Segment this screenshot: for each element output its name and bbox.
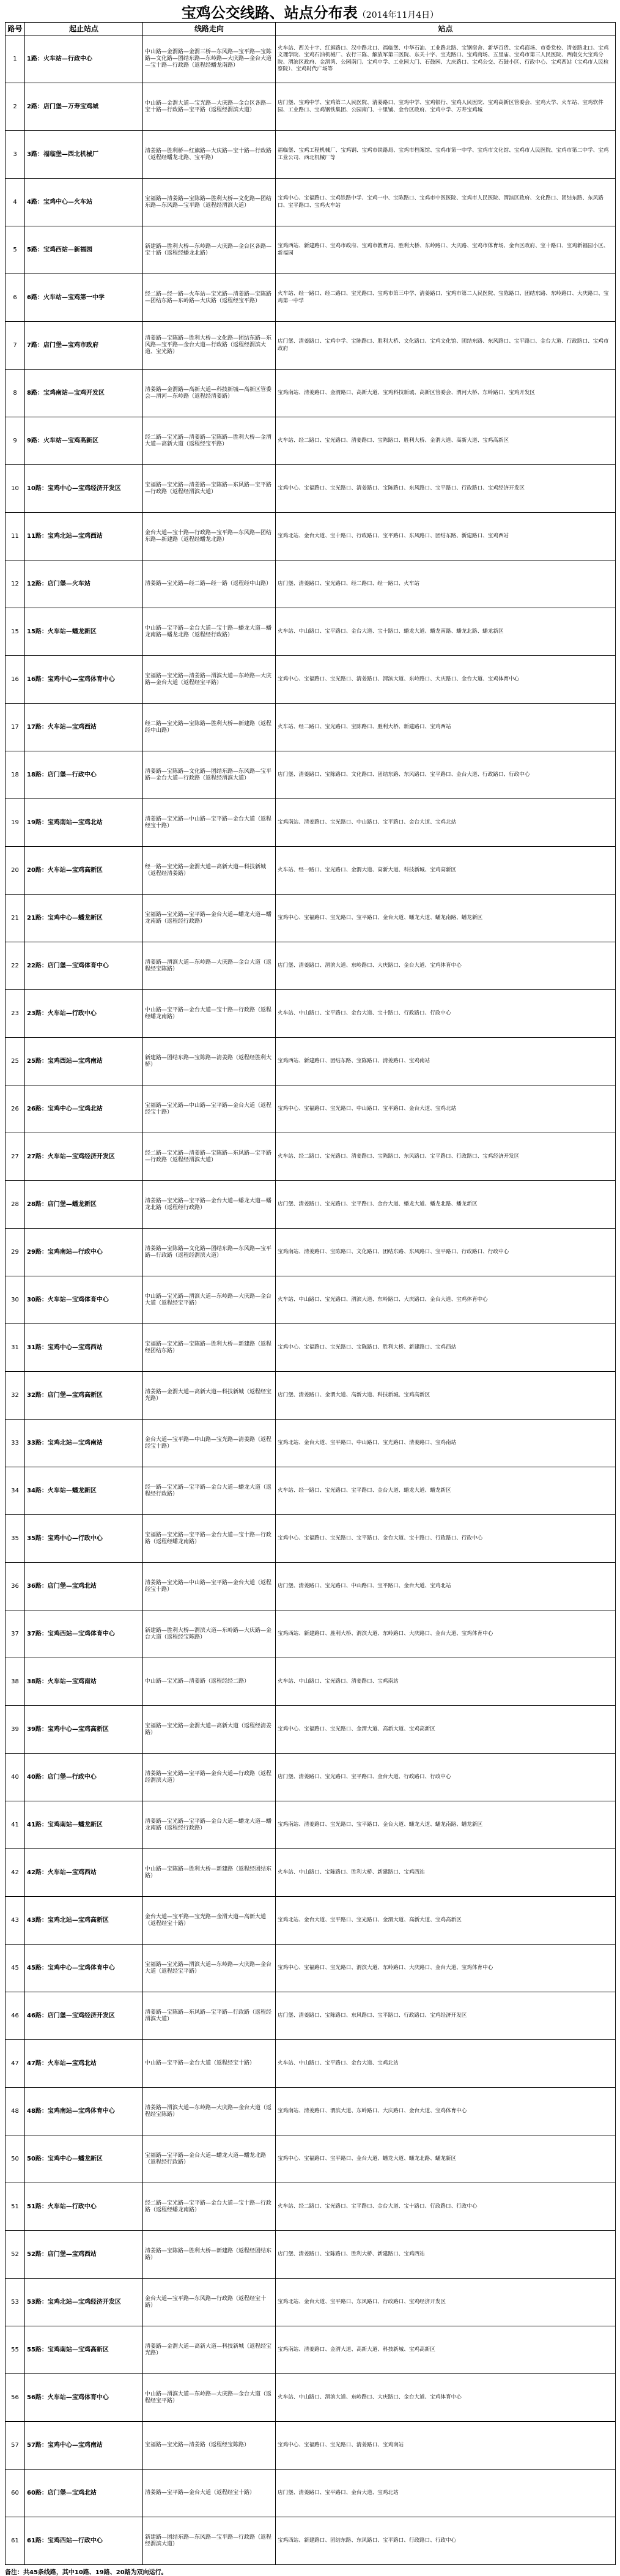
stops-cell: 火车站、西关十字、红旗路口、汉中路北口、福临堡、中华石油、工业路北路、宝钢宿舍、新华百货、宝鸡商场、市委党校、清姜路北口、宝鸡文理学院、宝鸡石油机械厂、农行三陈、解放军第三医院、东关十字、宝光路口、宝鸡商场、五里庙、宝鸡市第三人民医院、西南交大宝鸡分院、渭滨区政府、金渭湾、公园南门、宝鸡中学、工业园大门、石鼓园、大庆路口、宝鸡公交、石鼓小区、行政中心、宝鸡西站（宝鸡市人民检察院）、宝鸡时代广场等 [276,35,616,83]
stops-cell: 店门堡、清姜路口、宝陈路口、文化路口、团结东路、东风路口、宝平路口、金台大道、行政路口、行政中心 [276,751,616,799]
route-no-cell: 27 [6,1133,25,1181]
stations-cell: 46路：店门堡—宝鸡经济开发区 [25,1992,143,2040]
table-row [6,1945,616,1992]
route-no-cell: 34 [6,1467,25,1515]
route-cell: 宝福路—宝光路—中山路—宝平路—金台大道（返程经宝十路） [143,1085,276,1133]
route-cell: 经二路—宝光路—清姜路—宝陈路—东风路—宝平路—行政路（返程经渭滨大道） [143,1133,276,1181]
route-cell: 中山路—宝平路—金台大道—宝十路—蟠龙大道—蟠龙南路—蟠龙北路（返程经行政路） [143,608,276,656]
route-no-cell: 17 [6,704,25,751]
route-no-cell: 55 [6,2326,25,2374]
route-cell: 宝福路—宝平路—金台大道—蟠龙大道—蟠龙北路（返程经行政路） [143,2135,276,2183]
stops-cell: 宝鸡中心、宝福路口、宝光路口、清姜路口、宝陈路口、东风路口、宝平路口、行政路口、宝鸡经济开发区 [276,465,616,513]
stops-cell: 店门堡、清姜路口、宝光路口、宝平路口、金台大道、蟠龙大道、蟠龙北路、蟠龙新区 [276,1181,616,1229]
route-no-cell: 16 [6,656,25,704]
route-no-cell: 46 [6,1992,25,2040]
route-no-cell: 22 [6,942,25,990]
stations-cell: 17路：火车站—宝鸡西站 [25,704,143,751]
stops-cell: 宝鸡北站、金台大道、宝平路口、宝光路口、金渭大道、高新大道、宝鸡高新区 [276,1897,616,1945]
stations-cell: 51路：火车站—行政中心 [25,2183,143,2231]
route-no-cell: 57 [6,2422,25,2470]
route-cell: 经二路—经一路—火车站—宝光路—清姜路—宝陈路—团结东路—东岭路—大庆路（返程经宝平路） [143,274,276,322]
route-cell: 清姜路—宝光路—中山路—宝平路—金台大道（返程经宝十路） [143,799,276,847]
route-cell: 中山路—宝光路—渭滨大道—东岭路—大庆路—金台大道（返程经宝平路） [143,1276,276,1324]
table-row [6,226,616,274]
route-no-cell: 25 [6,1038,25,1085]
route-no-cell: 9 [6,417,25,465]
stations-cell: 8路：宝鸡南站—宝鸡开发区 [25,370,143,417]
stops-cell: 宝鸡北站、金台大道、宝平路口、中山路口、宝光路口、清姜路口、宝鸡南站 [276,1420,616,1467]
stations-cell: 50路：宝鸡中心—蟠龙新区 [25,2135,143,2183]
route-cell: 清姜路—渭滨大道—东岭路—大庆路—金台大道（返程经宝陈路） [143,2088,276,2135]
table-row [6,1038,616,1085]
stations-cell: 9路：火车站—宝鸡高新区 [25,417,143,465]
stops-cell: 店门堡、清姜路口、宝鸡中学、宝陈路口、胜利大桥、文化路口、宝鸡文化馆、团结东路、东风路口、宝平路口、金台大道、行政路口、宝鸡市政府 [276,322,616,370]
stations-cell: 55路：宝鸡南站—宝鸡高新区 [25,2326,143,2374]
route-no-cell: 37 [6,1610,25,1658]
stations-cell: 21路：宝鸡中心—蟠龙新区 [25,895,143,942]
stops-cell: 宝鸡中心、宝福路口、宝鸡铁路中学、宝鸡一中、宝陈路口、宝鸡市中医医院、宝鸡市人民医院、渭滨区政府、文化路口、团结东路、东风路口、宝平路口、宝鸡火车站 [276,179,616,226]
route-cell: 中山路—宝平路—金台大道（返程经宝十路） [143,2040,276,2088]
stops-cell: 店门堡、清姜路口、宝陈路口、胜利大桥、新建路口、宝鸡西站 [276,2231,616,2279]
stops-cell: 店门堡、清姜路口、宝光路口、经二路口、经一路口、火车站 [276,560,616,608]
table-row [6,2279,616,2326]
route-no-cell: 19 [6,799,25,847]
table-row [6,1897,616,1945]
table-row [6,1467,616,1515]
route-cell: 清姜路—金渭大道—高新大道—科技新城（返程经宝光路） [143,2326,276,2374]
stations-cell: 11路：宝鸡北站—宝鸡西站 [25,513,143,560]
route-cell: 经一路—宝光路—金渭大道—高新大道—科技新城（返程经清姜路） [143,847,276,895]
table-row [6,1658,616,1706]
stops-cell: 宝鸡中心、宝福路口、宝平路口、金台大道、蟠龙大道、蟠龙北路、蟠龙新区 [276,2135,616,2183]
stops-cell: 店门堡、清姜路口、宝光路口、宝平路口、金台大道、行政路口、行政中心 [276,1754,616,1801]
stations-cell: 12路：店门堡—火车站 [25,560,143,608]
route-no-cell: 38 [6,1658,25,1706]
stops-cell: 火车站、经二路口、宝光路口、清姜路口、宝陈路口、东风路口、宝平路口、行政路口、宝鸡经济开发区 [276,1133,616,1181]
route-no-cell: 39 [6,1706,25,1754]
route-cell: 清姜路—宝光路—宝平路—金台大道—蟠龙大道—蟠龙南路（返程经行政路） [143,1801,276,1849]
table-row [6,370,616,417]
stops-cell: 宝鸡南站、清姜路口、渭滨大道、东岭路口、大庆路口、金台大道、宝鸡体育中心 [276,2088,616,2135]
table-row [6,847,616,895]
table-row [6,1754,616,1801]
table-header-row [6,23,616,35]
table-row [6,2517,616,2565]
stops-cell: 火车站、经一路口、宝光路口、宝平路口、金台大道、蟠龙大道、蟠龙新区 [276,1467,616,1515]
stations-cell: 1路：火车站—行政中心 [25,35,143,83]
stations-cell: 26路：宝鸡中心—宝鸡北站 [25,1085,143,1133]
table-row [6,1515,616,1563]
stations-cell: 25路：宝鸡西站—宝鸡南站 [25,1038,143,1085]
table-row [6,895,616,942]
route-no-cell: 20 [6,847,25,895]
stations-cell: 16路：宝鸡中心—宝鸡体育中心 [25,656,143,704]
route-no-cell: 60 [6,2470,25,2517]
stations-cell: 35路：宝鸡中心—行政中心 [25,1515,143,1563]
header-stops: 站点 [276,23,616,35]
route-no-cell: 12 [6,560,25,608]
table-row [6,942,616,990]
route-cell: 中山路—渭滨大道—东岭路—大庆路—金台大道（返程经宝平路） [143,2374,276,2422]
stops-cell: 宝鸡南站、清姜路口、金渭路口、高新大道、宝鸡科技新城、高新区管委会、渭河大桥、东岭路口、宝鸡开发区 [276,370,616,417]
stops-cell: 火车站、中山路口、宝平路口、金台大道、宝十路口、蟠龙大道、蟠龙南路、蟠龙北路、蟠龙新区 [276,608,616,656]
route-cell: 经二路—宝光路—清姜路—宝陈路—胜利大桥—金渭大道—高新大道（返程经宝平路） [143,417,276,465]
stations-cell: 57路：宝鸡中心—宝鸡南站 [25,2422,143,2470]
route-cell: 经二路—宝光路—宝陈路—胜利大桥—新建路（返程经中山路） [143,704,276,751]
route-no-cell: 2 [6,83,25,131]
table-row [6,560,616,608]
route-cell: 清姜路—金渭路—高新大道—科技新城—高新区管委会—渭河—东岭路（返程经清姜路） [143,370,276,417]
route-cell: 清姜路—宝光路—宝平路—金台大道—行政路（返程经渭滨大道） [143,1754,276,1801]
route-cell: 金台大道—宝平路—宝光路—金渭大道—高新大道（返程经宝十路） [143,1897,276,1945]
stops-cell: 火车站、经二路口、宝光路口、宝陈路口、胜利大桥、新建路口、宝鸡西站 [276,704,616,751]
stops-cell: 火车站、经一路口、宝光路口、金渭大道、高新大道、科技新城、宝鸡高新区 [276,847,616,895]
route-no-cell: 26 [6,1085,25,1133]
stops-cell: 店门堡、宝鸡中学、宝鸡第二人民医院、清姜路口、宝鸡中学、宝鸡银行、宝鸡人民医院、宝鸡高新区管委会、宝鸡大学、火车站、宝鸡软件园、工业路口、宝鸡钢铁集团、公园南门、十里铺、金台区政府、宝鸡中学、万寿宝鸡城 [276,83,616,131]
stops-cell: 宝鸡中心、宝福路口、宝光路口、宝平路口、金台大道、宝十路口、行政路口、行政中心 [276,1515,616,1563]
stations-cell: 32路：店门堡—宝鸡高新区 [25,1372,143,1420]
table-row [6,704,616,751]
route-no-cell: 21 [6,895,25,942]
route-no-cell: 23 [6,990,25,1038]
stations-cell: 56路：火车站—宝鸡体育中心 [25,2374,143,2422]
stations-cell: 38路：火车站—宝鸡南站 [25,1658,143,1706]
footer-note: 备注：共45条线路，其中10路、19路、20路为双向运行。 [5,2569,168,2576]
table-row [6,2470,616,2517]
stations-cell: 10路：宝鸡中心—宝鸡经济开发区 [25,465,143,513]
stops-cell: 宝鸡中心、宝福路口、宝光路口、宝平路口、金台大道、蟠龙大道、蟠龙南路、蟠龙新区 [276,895,616,942]
stops-cell: 宝鸡中心、宝福路口、宝光路口、清姜路口、渭滨大道、东岭路口、大庆路口、金台大道、宝鸡体育中心 [276,656,616,704]
route-cell: 宝福路—宝光路—清姜路—宝陈路—东风路—宝平路—行政路（返程经渭滨大道） [143,465,276,513]
stations-cell: 39路：宝鸡中心—宝鸡高新区 [25,1706,143,1754]
table-row [6,1133,616,1181]
stations-cell: 4路：宝鸡中心—火车站 [25,179,143,226]
stops-cell: 宝鸡南站、清姜路口、宝光路口、宝平路口、金台大道、蟠龙大道、蟠龙南路、蟠龙新区 [276,1801,616,1849]
route-cell: 经一路—宝光路—宝平路—金台大道—蟠龙大道（返程经行政路） [143,1467,276,1515]
route-cell: 清姜路—宝陈路—东风路—宝平路—行政路（返程经渭滨大道） [143,1992,276,2040]
page-title: 宝鸡公交线路、站点分布表（2014年11月4日） [181,4,439,21]
route-no-cell: 18 [6,751,25,799]
stops-cell: 火车站、中山路口、宝平路口、金台大道、宝鸡北站 [276,2040,616,2088]
route-cell: 金台大道—宝平路—东风路—行政路（返程经宝十路） [143,2279,276,2326]
stations-cell: 61路：宝鸡西站—行政中心 [25,2517,143,2565]
table-row [6,2231,616,2279]
stops-cell: 宝鸡南站、清姜路口、金渭大道、高新大道、科技新城、宝鸡高新区 [276,2326,616,2374]
table-row [6,1992,616,2040]
table-row [6,2326,616,2374]
stops-cell: 火车站、经二路口、宝光路口、宝平路口、金台大道、宝十路口、行政路口、行政中心 [276,2183,616,2231]
stations-cell: 29路：宝鸡南站—行政中心 [25,1229,143,1276]
table-row [6,656,616,704]
stops-cell: 火车站、中山路口、宝光路口、清姜路口、宝鸡南站 [276,1658,616,1706]
route-cell: 宝福路—宝光路—清姜路（返程经宝陈路） [143,2422,276,2470]
route-cell: 清姜路—宝陈路—胜利大桥—新建路（返程经团结东路） [143,2231,276,2279]
route-cell: 中山路—宝光路—清姜路（返程经经二路） [143,1658,276,1706]
table-row [6,513,616,560]
route-no-cell: 47 [6,2040,25,2088]
stops-cell: 宝鸡北站、金台大道、宝平路口、东风路口、行政路口、宝鸡经济开发区 [276,2279,616,2326]
stops-cell: 店门堡、清姜路口、宝平路口、金台大道、宝鸡北站 [276,2470,616,2517]
table-row [6,2088,616,2135]
stations-cell: 3路：福临堡—西北机械厂 [25,131,143,179]
route-no-cell: 28 [6,1181,25,1229]
route-cell: 清姜路—宝光路—宝平路—金台大道—蟠龙大道—蟠龙北路（返程经行政路） [143,1181,276,1229]
stops-cell: 宝鸡西站、新建路口、团结东路、宝陈路口、清姜路口、宝鸡南站 [276,1038,616,1085]
table-row [6,417,616,465]
route-cell: 清姜路—胜利桥—红旗路—大庆路—宝十路—行政路（返程经蟠龙北路、宝平路） [143,131,276,179]
route-cell: 宝福路—宝光路—渭滨大道—东岭路—大庆路—金台大道（返程经宝平路） [143,1945,276,1992]
route-cell: 新建路—团结东路—东风路—宝平路—行政路（返程经渭滨大道） [143,2517,276,2565]
route-no-cell: 33 [6,1420,25,1467]
route-cell: 金台大道—宝平路—中山路—宝光路—清姜路（返程经宝十路） [143,1420,276,1467]
table-row [6,35,616,83]
route-cell: 中山路—金渭路—金渭三桥—东风路—宝平路—宝陈路—文化路—团结东路—东岭路—大庆路—金台大道—宝十路—行政路（返程经蟠龙南路） [143,35,276,83]
table-row [6,1276,616,1324]
table-row [6,1324,616,1372]
table-row [6,1181,616,1229]
stations-cell: 42路：火车站—宝鸡西站 [25,1849,143,1897]
table-row [6,799,616,847]
table-row [6,1372,616,1420]
route-cell: 宝福路—宝光路—宝平路—金台大道—蟠龙大道—蟠龙南路（返程经行政路） [143,895,276,942]
route-cell: 清姜路—渭滨大道—东岭路—大庆路—金台大道（返程经宝陈路） [143,942,276,990]
stops-cell: 火车站、中山路口、宝光路口、渭滨大道、东岭路口、大庆路口、金台大道、宝鸡体育中心 [276,1276,616,1324]
stations-cell: 22路：店门堡—宝鸡体育中心 [25,942,143,990]
table-row [6,1085,616,1133]
stops-cell: 宝鸡中心、宝福路口、宝光路口、宝陈路口、胜利大桥、新建路口、宝鸡西站 [276,1324,616,1372]
stops-cell: 火车站、经一路口、经二路口、宝光路口、宝鸡市第三中学、清姜路口、宝鸡市第二人民医院、宝陈路口、团结东路、东岭路口、大庆路口、宝鸡第一中学 [276,274,616,322]
route-cell: 中山路—宝陈路—胜利大桥—新建路（返程经团结东路） [143,1849,276,1897]
stations-cell: 19路：宝鸡南站—宝鸡北站 [25,799,143,847]
route-no-cell: 4 [6,179,25,226]
route-no-cell: 35 [6,1515,25,1563]
stops-cell: 宝鸡中心、宝福路口、宝光路口、金渭大道、高新大道、宝鸡高新区 [276,1706,616,1754]
route-cell: 清姜路—宝陈路—胜利大桥—文化路—团结东路—东风路—宝平路—金台大道—行政路（返程经渭滨大道、宝光路） [143,322,276,370]
table-row [6,131,616,179]
route-no-cell: 3 [6,131,25,179]
stations-cell: 7路：店门堡—宝鸡市政府 [25,322,143,370]
route-no-cell: 42 [6,1849,25,1897]
route-no-cell: 7 [6,322,25,370]
table-row [6,1563,616,1610]
route-no-cell: 30 [6,1276,25,1324]
route-no-cell: 41 [6,1801,25,1849]
stations-cell: 43路：宝鸡北站—宝鸡高新区 [25,1897,143,1945]
route-cell: 宝福路—宝光路—清姜路—渭滨大道—东岭路—大庆路—金台大道（返程经宝平路） [143,656,276,704]
route-cell: 中山路—宝平路—金台大道—宝十路—行政路（返程经蟠龙南路） [143,990,276,1038]
table-row [6,1229,616,1276]
route-no-cell: 40 [6,1754,25,1801]
table-row [6,2040,616,2088]
stations-cell: 6路：火车站—宝鸡第一中学 [25,274,143,322]
stops-cell: 宝鸡南站、清姜路口、宝光路口、中山路口、宝平路口、金台大道、宝鸡北站 [276,799,616,847]
stops-cell: 店门堡、清姜路口、渭滨大道、东岭路口、大庆路口、金台大道、宝鸡体育中心 [276,942,616,990]
stops-cell: 宝鸡中心、宝福路口、宝光路口、清姜路口、宝鸡南站 [276,2422,616,2470]
stops-cell: 火车站、中山路口、宝陈路口、胜利大桥、新建路口、宝鸡西站 [276,1849,616,1897]
stops-cell: 宝鸡西站、新建路口、团结东路、东风路口、宝平路口、行政路口、行政中心 [276,2517,616,2565]
route-cell: 清姜路—宝光路—中山路—宝平路—金台大道（返程经宝十路） [143,1563,276,1610]
stations-cell: 40路：店门堡—行政中心 [25,1754,143,1801]
route-cell: 宝福路—宝光路—金渭大道—高新大道（返程经清姜路） [143,1706,276,1754]
route-no-cell: 51 [6,2183,25,2231]
route-cell: 宝福路—宝光路—宝平路—金台大道—宝十路—行政路（返程经蟠龙南路） [143,1515,276,1563]
stops-cell: 宝鸡西站、新建路口、宝鸡市政府、宝鸡市教育局、胜利大桥、东岭路口、大庆路、宝鸡市体育场、金台区政府、宝十路口、宝鸡新福园小区、新福园 [276,226,616,274]
route-cell: 清姜路—金渭大道—高新大道—科技新城（返程经宝光路） [143,1372,276,1420]
route-cell: 新建路—团结东路—宝陈路—清姜路（返程经胜利大桥） [143,1038,276,1085]
header-stations: 起止站点 [25,23,143,35]
route-no-cell: 10 [6,465,25,513]
stations-cell: 47路：火车站—宝鸡北站 [25,2040,143,2088]
route-cell: 清姜路—宝平路—金台大道（返程经宝十路） [143,2470,276,2517]
stops-cell: 宝鸡南站、清姜路口、宝陈路口、文化路口、团结东路、东风路口、宝平路口、行政路口、行政中心 [276,1229,616,1276]
header-route: 线路走向 [143,23,276,35]
route-no-cell: 8 [6,370,25,417]
stations-cell: 30路：火车站—宝鸡体育中心 [25,1276,143,1324]
stations-cell: 33路：宝鸡北站—宝鸡南站 [25,1420,143,1467]
table-row [6,1849,616,1897]
route-cell: 新建路—胜利大桥—东岭路—大庆路—金台区各路—宝十路（返程经蟠龙北路） [143,226,276,274]
route-no-cell: 29 [6,1229,25,1276]
route-no-cell: 43 [6,1897,25,1945]
stops-cell: 福临堡、宝鸡工程机械厂、宝鸡钢、宝鸡市铁路局、宝鸡市档案馆、宝鸡市第一中学、宝鸡市文化馆、宝鸡市人民医院、宝鸡市第二中学、宝鸡工业公司、西北机械厂等 [276,131,616,179]
route-no-cell: 5 [6,226,25,274]
stations-cell: 53路：宝鸡北站—宝鸡经济开发区 [25,2279,143,2326]
route-cell: 宝福路—宝光路—宝陈路—胜利大桥—新建路（返程经团结东路） [143,1324,276,1372]
table-row [6,465,616,513]
stations-cell: 48路：宝鸡南站—宝鸡体育中心 [25,2088,143,2135]
stops-cell: 店门堡、清姜路口、宝光路口、中山路口、宝平路口、金台大道、宝鸡北站 [276,1563,616,1610]
route-no-cell: 50 [6,2135,25,2183]
stops-cell: 店门堡、清姜路口、金渭大道、高新大道、科技新城、宝鸡高新区 [276,1372,616,1420]
table-row [6,2135,616,2183]
table-row [6,83,616,131]
stops-cell: 宝鸡中心、宝福路口、宝光路口、渭滨大道、东岭路口、大庆路口、金台大道、宝鸡体育中心 [276,1945,616,1992]
route-no-cell: 36 [6,1563,25,1610]
stops-cell: 宝鸡北站、金台大道、宝十路口、行政路口、宝平路口、东风路口、团结东路、新建路口、宝鸡西站 [276,513,616,560]
stations-cell: 37路：宝鸡西站—宝鸡体育中心 [25,1610,143,1658]
stops-cell: 火车站、经二路口、宝光路口、清姜路口、宝陈路口、胜利大桥、金渭大道、高新大道、宝鸡高新区 [276,417,616,465]
table-row [6,1801,616,1849]
table-row [6,2374,616,2422]
route-cell: 宝福路—清姜路—宝陈路—胜利大桥—文化路—团结东路—东风路—宝平路（返程经渭滨大道） [143,179,276,226]
route-cell: 金台大道—宝十路—行政路—宝平路—东风路—团结东路—新建路（返程经蟠龙北路） [143,513,276,560]
route-cell: 经二路—宝光路—宝平路—金台大道—宝十路—行政路（返程经蟠龙南路） [143,2183,276,2231]
stations-cell: 15路：火车站—蟠龙新区 [25,608,143,656]
route-no-cell: 32 [6,1372,25,1420]
route-no-cell: 48 [6,2088,25,2135]
route-no-cell: 61 [6,2517,25,2565]
stations-cell: 28路：店门堡—蟠龙新区 [25,1181,143,1229]
route-no-cell: 45 [6,1945,25,1992]
stations-cell: 52路：店门堡—宝鸡西站 [25,2231,143,2279]
stations-cell: 36路：店门堡—宝鸡北站 [25,1563,143,1610]
stations-cell: 27路：火车站—宝鸡经济开发区 [25,1133,143,1181]
route-no-cell: 56 [6,2374,25,2422]
table-row [6,608,616,656]
table-row [6,2422,616,2470]
table-row [6,1610,616,1658]
table-row [6,274,616,322]
stations-cell: 18路：店门堡—行政中心 [25,751,143,799]
route-no-cell: 31 [6,1324,25,1372]
route-cell: 清姜路—宝陈路—文化路—团结东路—东风路—宝平路—行政路（返程经渭滨大道） [143,1229,276,1276]
stations-cell: 34路：火车站—蟠龙新区 [25,1467,143,1515]
route-cell: 新建路—胜利大桥—渭滨大道—东岭路—大庆路—金台大道（返程经宝陈路） [143,1610,276,1658]
stations-cell: 45路：宝鸡中心—宝鸡体育中心 [25,1945,143,1992]
route-no-cell: 6 [6,274,25,322]
stations-cell: 41路：宝鸡南站—蟠龙新区 [25,1801,143,1849]
route-no-cell: 15 [6,608,25,656]
route-cell: 中山路—金渭大道—宝光路—大庆路—金台区各路—宝十路—行政路—宝平路（返程经渭滨大道） [143,83,276,131]
table-row [6,1706,616,1754]
table-row [6,179,616,226]
route-no-cell: 1 [6,35,25,83]
table-row [6,2183,616,2231]
stations-cell: 5路：宝鸡西站—新福园 [25,226,143,274]
table-row [6,1420,616,1467]
stops-cell: 店门堡、清姜路口、宝陈路口、东风路口、宝平路口、行政路口、宝鸡经济开发区 [276,1992,616,2040]
stops-cell: 宝鸡中心、宝福路口、宝光路口、中山路口、宝平路口、金台大道、宝鸡北站 [276,1085,616,1133]
stops-cell: 火车站、中山路口、宝平路口、金台大道、宝十路口、行政路口、行政中心 [276,990,616,1038]
stations-cell: 23路：火车站—行政中心 [25,990,143,1038]
route-no-cell: 53 [6,2279,25,2326]
stations-cell: 31路：宝鸡中心—宝鸡西站 [25,1324,143,1372]
table-row [6,322,616,370]
stations-cell: 20路：火车站—宝鸡高新区 [25,847,143,895]
stations-cell: 2路：店门堡—万寿宝鸡城 [25,83,143,131]
stops-cell: 火车站、中山路口、渭滨大道、东岭路口、大庆路口、金台大道、宝鸡体育中心 [276,2374,616,2422]
table-row [6,990,616,1038]
stations-cell: 60路：店门堡—宝鸡北站 [25,2470,143,2517]
route-no-cell: 52 [6,2231,25,2279]
route-no-cell: 11 [6,513,25,560]
stops-cell: 宝鸡西站、新建路口、胜利大桥、渭滨大道、东岭路口、大庆路口、金台大道、宝鸡体育中心 [276,1610,616,1658]
table-row [6,751,616,799]
bus-route-table [5,22,616,2565]
route-cell: 清姜路—宝陈路—文化路—团结东路—东风路—宝平路—金台大道—行政路（返程经渭滨大道） [143,751,276,799]
route-cell: 清姜路—宝光路—经二路—经一路（返程经中山路） [143,560,276,608]
header-route-no: 路号 [6,23,25,35]
